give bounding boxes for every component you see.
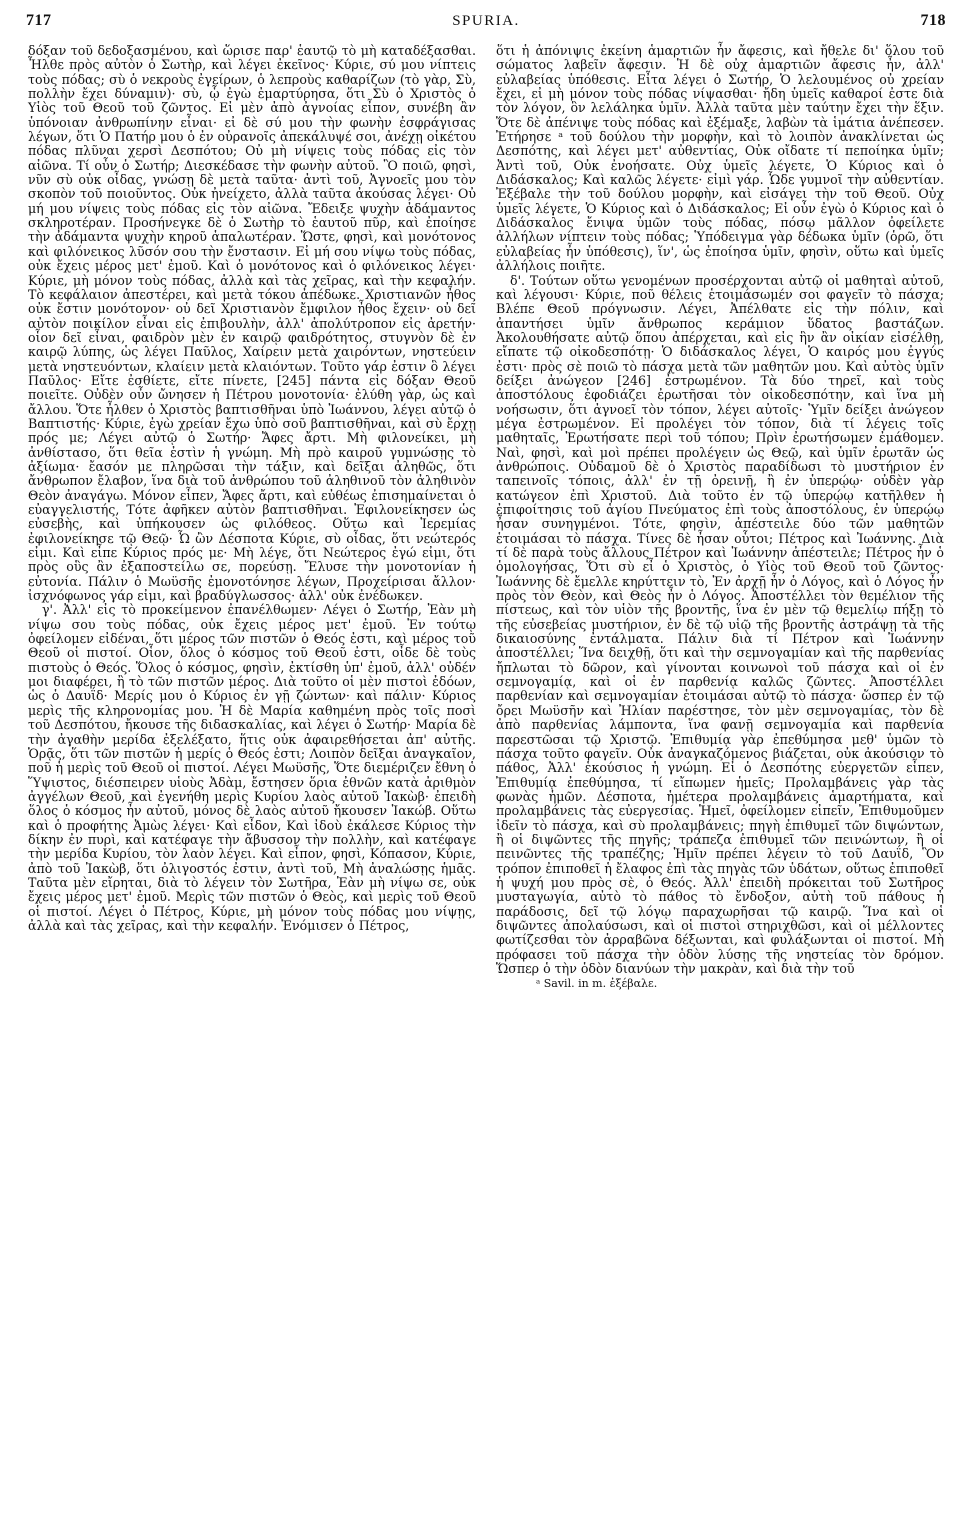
- left-paragraph-2: γ'. Ἀλλ' εἰς τὸ προκείμενον ἐπανέλθωμεν· Λέγει ὁ Σωτήρ, Ἐὰν μὴ νίψω σου τοὺς πόδας, οὐκ ἔχεις μέρος μετ' ἐμοῦ. Ἐν τούτῳ ὀφείλομεν εἰδέναι, ὅτι μέρος τῶν πιστῶν ὁ Θεός ἐστι, καὶ μέρος τοῦ Θεοῦ οἱ πιστοί. Οἷον, ὅλος ὁ κόσμος τοῦ Θεοῦ ἐστι, οἶδε δὲ τοὺς πιστοὺς ὁ Θεός. Ὅλος ὁ κόσμος, φησὶν, ἐκτίσθη ὑπ' ἐμοῦ, ἀλλ' οὐδέν μοι διαφέρει, ἢ τὸ τῶν πιστῶν μέρος. Διὰ τοῦτο οἱ μὲν πιστοὶ ἐδόων, ὡς ὁ Δαυΐδ· Μερίς μου ὁ Κύριος ἐν γῇ ζώντων· καὶ πάλιν· Κύριος μερὶς τῆς κληρονομίας μου. Ἡ δὲ Μαρία καθημένη πρὸς τοῖς ποσὶ τοῦ Δεσπότου, ἤκουσε τῆς διδασκαλίας, καὶ λέγει ὁ Σωτήρ· Μαρία δὲ τὴν ἀγαθὴν μερίδα ἐξελέξατο, ἥτις οὐκ ἀφαιρεθήσεται ἀπ' αὐτῆς. Ὁρᾷς, ὅτι τῶν πιστῶν ἡ μερίς ὁ Θεός ἐστι; Λοιπὸν δεῖξαι ἀναγκαῖον, ποῦ ἡ μερὶς τοῦ Θεοῦ οἱ πιστοί. Λέγει Μωϋσῆς, Ὅτε διεμέριζεν ἔθνη ὁ Ὕψιστος, διέσπειρεν υἱοὺς Ἀδὰμ, ἔστησεν ὅρια ἐθνῶν κατὰ ἀριθμὸν ἀγγέλων Θεοῦ, καὶ ἐγενήθη μερὶς Κυρίου λαὸς αὐτοῦ Ἰακὼβ· ἐπειδὴ ὅλος ὁ κόσμος ἦν αὐτοῦ, μόνος δὲ λαὸς αὐτοῦ ἤκουσεν Ἰακώβ. Οὕτω καὶ ὁ προφήτης Ἀμὼς λέγει· Καὶ εἶδον, Καὶ ἰδοὺ ἐκάλεσε Κύριος τὴν δίκην ἐν πυρὶ, καὶ κατέφαγε τὴν ἄβυσσον τὴν πολλὴν, καὶ κατέφαγε τὴν μερίδα Κυρίου, τὸν λαὸν λέγει. Καὶ εἶπον, φησὶ, Κόπασον, Κύριε, ἀπὸ τοῦ Ἰακὼβ, ὅτι ὀλιγοστός ἐστιν, ἀντὶ τοῦ, Μὴ ἀναλώσῃς ἡμᾶς. Ταῦτα μὲν εἴρηται, διὰ τὸ λέγειν τὸν Σωτῆρα, Ἐὰν μὴ νίψω σε, οὐκ ἔχεις μέρος μετ' ἐμοῦ. Μερὶς τῶν πιστῶν ὁ Θεὸς, καὶ μερὶς τοῦ Θεοῦ οἱ πιστοί. Λέγει ὁ Πέτρος, Κύριε, μὴ μόνον τοὺς πόδας μου νίψῃς, ἀλλὰ καὶ τὰς χεῖρας, καὶ τὴν κεφαλήν. Ἐνόμισεν ὁ Πέτρος,: [28, 602, 476, 933]
- right-paragraph-2: δ'. Τούτων οὕτω γενομένων προσέρχονται αὐτῷ οἱ μαθηταὶ αὐτοῦ, καὶ λέγουσι· Κύριε, ποῦ θέλεις ἑτοιμάσωμέν σοι φαγεῖν τὸ πάσχα; Βλέπε Θεοῦ πρόγνωσιν. Λέγει, Ἀπέλθατε εἰς τὴν πόλιν, καὶ ἀπαντήσει ὑμῖν ἄνθρωπος κεράμιον ὕδατος βαστάζων. Ἀκολουθήσατε αὐτῷ ὅπου ἀπέρχεται, καὶ εἰς ἣν ἂν οἰκίαν εἰσέλθῃ, εἴπατε τῷ οἰκοδεσπότῃ· Ὁ διδάσκαλος λέγει, Ὁ καιρός μου ἐγγύς ἐστι· πρὸς σὲ ποιῶ τὸ πάσχα μετὰ τῶν μαθητῶν μου. Καὶ αὐτὸς ὑμῖν δείξει ἀνώγεον [246] ἐστρωμένον. Τὰ δύο τηρεῖ, καὶ τοὺς ἀποστόλους ἐφοδιάζει ἐρωτῆσαι τὸν οἰκοδεσπότην, καὶ ἵνα μὴ νοήσωσιν, ὅτι ἀγνοεῖ τὸν τόπον, λέγει αὐτοῖς· Ὑμῖν δείξει ἀνώγεον μέγα ἐστρωμένον. Εἰ προλέγει τὸν τόπον, διὰ τί λέγεις τοῖς μαθηταῖς, Ἐρωτήσατε περὶ τοῦ τόπου; Πρὶν ἐρωτήσωμεν ἐμάθομεν. Ναὶ, φησὶ, καὶ μοὶ πρέπει προλέγειν ὡς Θεῷ, καὶ ὑμῖν ἐρωτᾶν ὡς ἀνθρώποις. Οὐδαμοῦ δὲ ὁ Χριστὸς παραδίδωσι τὸ μυστήριον ἐν ταπεινοῖς τόποις, ἀλλ' ἐν τῇ ὀρεινῇ, ἢ ἐν ὑπερῴῳ· οὐδὲν γὰρ κατώγεον ἐπὶ Χριστοῦ. Διὰ τοῦτο ἐν τῷ ὑπερῴῳ κατῆλθεν ἡ ἐπιφοίτησις τοῦ ἁγίου Πνεύματος ἐπὶ τοὺς ἀποστόλους, ἐν ὑπερῴῳ ἦσαν συνηγμένοι. Τότε, φησὶν, ἀπέστειλε δύο τῶν μαθητῶν ἑτοιμάσαι τὸ πάσχα. Τίνες δὲ ἦσαν οὗτοι; Πέτρος καὶ Ἰωάννης. Διὰ τί δὲ παρὰ τοὺς ἄλλους Πέτρον καὶ Ἰωάννην ἀπέστειλε; Πέτρος ἦν ὁ ὁμολογήσας, Ὅτι σὺ εἶ ὁ Χριστὸς, ὁ Υἱὸς τοῦ Θεοῦ τοῦ ζῶντος· Ἰωάννης δὲ ἔμελλε κηρύττειν τὸ, Ἐν ἀρχῇ ἦν ὁ Λόγος, καὶ ὁ Λόγος ἦν πρὸς τὸν Θεὸν, καὶ Θεὸς ἦν ὁ Λόγος. Ἀποστέλλει τὸν θεμέλιον τῆς πίστεως, καὶ τὸν υἱὸν τῆς βροντῆς, ἵνα ἐν μὲν τῷ θεμελίῳ πήξῃ τὸ τῆς εὐσεβείας μυστήριον, ἐν δὲ τῷ υἱῷ τῆς βροντῆς ἀστράψῃ τὰ τῆς δικαιοσύνης ἐντάλματα. Πάλιν διὰ τί Πέτρον καὶ Ἰωάννην ἀποστέλλει; Ἵνα δειχθῇ, ὅτι καὶ τὴν σεμνογαμίαν καὶ τῆς παρθενίας ἤπλωται τὸ δῶρον, καὶ γίνονται κοινωνοὶ τοῦ πάσχα καὶ οἱ ἐν σεμνογαμίᾳ, καὶ οἱ ἐν παρθενίᾳ καλῶς ζῶντες. Ἀποστέλλει παρθενίαν καὶ σεμνογαμίαν ἑτοιμάσαι αὐτῷ τὸ πάσχα· ὥσπερ ἐν τῷ ὄρει Μωϋσῆν καὶ Ἠλίαν παρέστησε, τὸν μὲν σεμνογαμίας, τὸν δὲ ἀπὸ παρθενίας λάμποντα, ἵνα φανῇ σεμνογαμία καὶ παρθενία παρεστῶσαι τῷ Χριστῷ. Ἐπιθυμίᾳ γὰρ ἐπεθύμησα μεθ' ὑμῶν τὸ πάσχα τοῦτο φαγεῖν. Οὐκ ἀναγκαζόμενος βιάζεται, οὐκ ἀκούσιον τὸ πάθος, Ἀλλ' ἑκούσιος ἡ γνώμη. Εἰ ὁ Δεσπότης εὐεργετῶν εἶπεν, Ἐπιθυμίᾳ ἐπεθύμησα, τί εἴπωμεν ἡμεῖς; Προλαμβάνεις γὰρ τὰς φωνὰς ἡμῶν. Δέσποτα, ἡμέτερα προλαμβάνεις ἁμαρτήματα, καὶ προλαμβάνεις τὰς εὐεργεσίας. Ἡμεῖ, ὀφείλομεν εἰπεῖν, Ἐπιθυμοῦμεν ἰδεῖν τὸ πάσχα, καὶ σὺ προλαμβάνεις; πηγὴ ἐπιθυμεῖ τῶν διψώντων, ἢ οἱ διψῶντες τῆς πηγῆς; τράπεζα ἐπιθυμεῖ τῶν πεινώντων, ἢ οἱ πεινῶντες τῆς τραπέζης; Ἡμῖν πρέπει λέγειν τὸ τοῦ Δαυΐδ, Ὃν τρόπον ἐπιποθεῖ ἡ ἔλαφος ἐπὶ τὰς πηγὰς τῶν ὑδάτων, οὕτως ἐπιποθεῖ ἡ ψυχή μου πρὸς σὲ, ὁ Θεός. Ἀλλ' ἐπειδὴ πρόκειται τοῦ Σωτῆρος μυσταγωγία, αὐτὸ τὸ πάθος τὸ ἔνδοξον, αὐτὴ τοῦ πάθους ἡ παράδοσις, δεῖ τῷ λόγῳ παραχωρῆσαι τῷ καιρῷ. Ἵνα καὶ οἱ διψῶντες ἀπολαύσωσι, καὶ οἱ πιστοὶ στηριχθῶσι, καὶ οἱ μέλλοντες φωτίζεσθαι τὸν ἀρραβῶνα δέξωνται, καὶ φυλάξωνται οἱ πιστοί. Μὴ πρόφασει τοῦ πάσχα τὴν ὁδὸν λύσῃς τῆς νηστείας τὸν δρόμον. Ὥσπερ ὁ τὴν ὁδὸν διανύων τὴν μακρὰν, καὶ διὰ τὴν τοῦ: [496, 272, 944, 976]
- left-column: [28, 44, 476, 933]
- page-number-right: 718: [920, 12, 946, 29]
- page-header: [26, 12, 946, 36]
- page-number-left: 717: [26, 12, 52, 29]
- right-column: [496, 44, 944, 990]
- right-paragraph-1: ὅτι ἡ ἀπόνιψις ἐκείνη ἁμαρτιῶν ἦν ἄφεσις, καὶ ἤθελε δι' ὅλου τοῦ σώματος λαβεῖν ἄφεσιν. Ἡ δὲ οὐχ ἁμαρτιῶν ἄφεσις ἦν, ἀλλ' εὐλαβείας ὑπόθεσις. Εἶτα λέγει ὁ Σωτήρ, Ὁ λελουμένος οὐ χρείαν ἔχει, εἰ μὴ μόνον τοὺς πόδας νίψασθαι· ἤδη ὑμεῖς καθαροί ἐστε διὰ τὸν λόγον, ὃν λελάληκα ὑμῖν. Ἀλλὰ ταῦτα μὲν ταύτην ἔχει τὴν ἕξιν. Ὅτε δὲ ἀπένιψε τοὺς πόδας καὶ ἐξέμαξε, λαβὼν τὰ ἱμάτια ἀνέπεσεν. Ἐτήρησε ᵃ τοῦ δούλου τὴν μορφὴν, καὶ τὸ λοιπὸν ἀνακλίνεται ὡς Δεσπότης, καὶ λέγει μετ' αὐθεντίας, Οὐκ οἴδατε τί πεποίηκα ὑμῖν; Ἀντὶ τοῦ, Οὐκ ἐνοήσατε. Οὐχ ὑμεῖς λέγετε, Ὁ Κύριος καὶ ὁ Διδάσκαλος; Καὶ καλῶς λέγετε· εἰμὶ γάρ. Ὧδε γυμνοῖ τὴν αὐθεντίαν. Ἐξέβαλε τὴν τοῦ δούλου μορφὴν, καὶ εἰσάγει τὴν τοῦ Θεοῦ. Οὐχ ὑμεῖς λέγετε, Ὁ Κύριος καὶ ὁ Διδάσκαλος; Εἰ οὖν ἐγὼ ὁ Κύριος καὶ ὁ Διδάσκαλος ἔνιψα ὑμῶν τοὺς πόδας, πόσῳ μᾶλλον ὀφείλετε ἀλλήλων νίπτειν τοὺς πόδας; Ὑπόδειγμα γὰρ δέδωκα ὑμῖν (ὁρῶ, ὅτι εὐλαβείας ἦν ὑπόθεσις), ἵν', ὡς ἐποίησα ὑμῖν, φησὶν, οὕτω καὶ ὑμεῖς ἀλλήλοις ποιῆτε.: [496, 43, 944, 274]
- running-title: SPURIA.: [452, 13, 520, 29]
- footnote: ᵃ Savil. in m. ἐξέβαλε.: [536, 977, 658, 991]
- left-paragraph-1: δόξαν τοῦ δεδοξασμένου, καὶ ὥρισε παρ' ἑαυτῷ τὸ μὴ καταδέξασθαι. Ἦλθε πρὸς αὐτὸν ὁ Σωτὴρ, καὶ λέγει ἐκεῖνος· Κύριε, σύ μου νίπτεις τοὺς πόδας; σὺ ὁ νεκροὺς ἐγείρων, ὁ λεπροὺς καθαρίζων (τὸ γὰρ, Σὺ, πολλὴν ἔχει δύναμιν)· σὺ, ᾧ ἐγὼ ἐμαρτύρησα, ὅτι Σὺ ὁ Χριστὸς ὁ Υἱὸς τοῦ Θεοῦ τοῦ ζῶντος. Εἰ μὲν ἀπὸ ἀγνοίας εἶπον, συνέβη ἂν ὑπόνοιαν ἀνθρωπίνην εἶναι· εἰ δὲ σύ μου τὴν φωνὴν ἐσφράγισας λέγων, ὅτι Ὁ Πατήρ μου ὁ ἐν οὐρανοῖς ἀπεκάλυψέ σοι, ἀνέχῃ οἰκέτου πόδας πλῦναι χερσὶ Δεσπότου; Οὐ μὴ νίψεις τοὺς πόδας εἰς τὸν αἰῶνα. Τί οὖν ὁ Σωτήρ; Διεσκέδασε τὴν φωνὴν αὐτοῦ. Ὃ ποιῶ, φησὶ, νῦν σὺ οὐκ οἶδας, γνώσῃ δὲ μετὰ ταῦτα· ἀντὶ τοῦ, Ἀγνοεῖς μου τὸν σκοπὸν τοῦ ποιοῦντος. Οὐκ ἠνείχετο, ἀλλὰ ταῦτα ἀκούσας λέγει· Οὐ μή μου νίψεις τοὺς πόδας εἰς τὸν αἰῶνα. Ἔδειξε ψυχὴν ἀδάμαντος σκληροτέραν. Προσήνεγκε δὲ ὁ Σωτὴρ τὸ ἑαυτοῦ πῦρ, καὶ ἐποίησε τὴν ἀδάμαντα ψυχὴν κηροῦ ἁπαλωτέραν. Ὥστε, φησὶ, καὶ μονότονος καὶ φιλόνεικος λῦσόν σου τὴν ἔνστασιν. Εἰ μή σου νίψω τοὺς πόδας, οὐκ ἔχεις μέρος μετ' ἐμοῦ. Καὶ ὁ μονότονος καὶ ὁ φιλόνεικος λέγει· Κύριε, μὴ μόνον τοὺς πόδας, ἀλλὰ καὶ τὰς χεῖρας, καὶ τὴν κεφαλήν. Τὸ κεφάλαιον ἀπεστέρει, καὶ μετὰ τόκου ἀπέδωκε. Χριστιανῶν ἦθος οὐκ ἔστιν μονότονον· οὐ δεῖ Χριστιανὸν ἔμφιλον ἦθος ἔχειν· οὐ δεῖ αὐτὸν ποικίλον εἶναι εἰς ἐπιβουλὴν, ἀλλ' ἀπολύτροπον εἰς ἀρετήν· οἷον δεῖ εἶναι, φαιδρὸν μὲν ἐν καιρῷ φαιδρότητος, στυγνὸν δὲ ἐν καιρῷ λύπης, ὡς λέγει Παῦλος, Χαίρειν μετὰ χαιρόντων, νηστεύειν μετὰ νηστευόντων, κλαίειν μετὰ κλαιόντων. Τοῦτο γάρ ἐστιν ὃ λέγει Παῦλος· Εἴτε ἐσθίετε, εἴτε πίνετε, [245] πάντα εἰς δόξαν Θεοῦ ποιεῖτε. Οὐδὲν οὖν ὤνησεν ἡ Πέτρου μονοτονία· ἐλύθη γὰρ, ὡς καὶ ἄλλου. Ὅτε ἦλθεν ὁ Χριστὸς βαπτισθῆναι ὑπὸ Ἰωάννου, λέγει αὐτῷ ὁ Βαπτιστής· Κύριε, ἐγὼ χρείαν ἔχω ὑπὸ σοῦ βαπτισθῆναι, καὶ σὺ ἔρχῃ πρός με; Λέγει αὐτῷ ὁ Σωτήρ· Ἄφες ἄρτι. Μὴ φιλονείκει, μὴ ἀνθίστασο, ὅτι θεῖα ἐστὶν ἡ γνώμη. Μὴ πρὸ καιροῦ γυμνώσῃς τὸ ἀξίωμα· ἔασόν με πληρῶσαι τὴν τάξιν, καὶ δεῖξαι ἀληθῶς, ὅτι ἄνθρωπον ἔλαβον, ἵνα διὰ τοῦ ἀνθρώπου τοῦ ἀληθινοῦ τὸν ἀληθινὸν Θεὸν ἀναγάγω. Μόνον εἶπεν, Ἄφες ἄρτι, καὶ εὐθέως ἐπισημαίνεται ὁ εὐαγγελιστής, Τότε ἀφῆκεν αὐτὸν βαπτισθῆναι. Ἐφιλονείκησεν ὡς εὐσεβὴς, καὶ ὑπήκουσεν ὡς φιλόθεος. Οὕτω καὶ Ἱερεμίας ἐφιλονείκησε τῷ Θεῷ· Ὦ ὢν Δέσποτα Κύριε, σὺ οἶδας, ὅτι νεώτερός εἰμι. Καὶ εἶπε Κύριος πρός με· Μὴ λέγε, ὅτι Νεώτερος ἐγώ εἰμι, ὅτι πρὸς οὓς ἂν ἐξαποστείλω σε, πορεύσῃ. Ἔλυσε τὴν μονοτονίαν ἡ εὐτονία. Πάλιν ὁ Μωϋσῆς ἐμονοτόνησε λέγων, Προχείρισαι ἄλλον· ἰσχνόφωνος γάρ εἰμι, καὶ βραδύγλωσσος· ἀλλ' οὐκ ἐνέδωκεν.: [28, 43, 476, 604]
